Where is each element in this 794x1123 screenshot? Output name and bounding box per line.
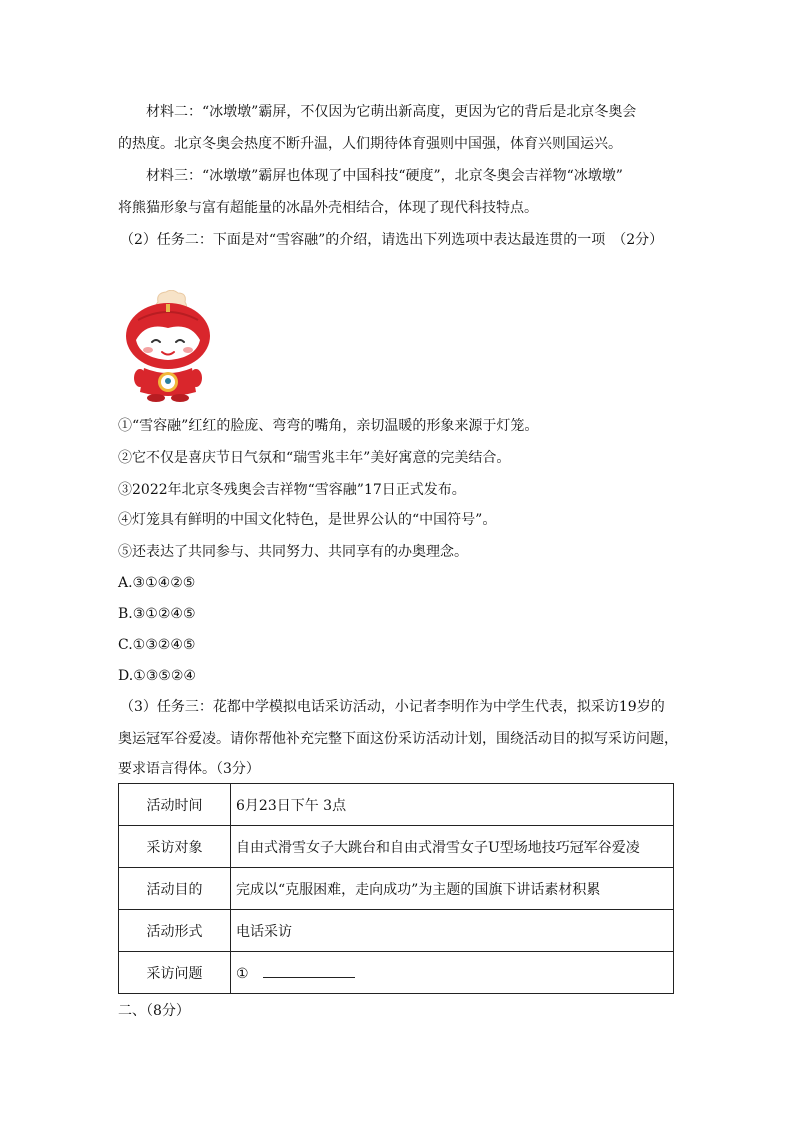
row-label: 活动形式 [119, 910, 231, 952]
task-3-line-2: 奥运冠军谷爱凌。请你帮他补充完整下面这份采访活动计划，围绕活动目的拟写采访问题， [118, 731, 678, 747]
sentence-2: ②它不仅是喜庆节日气氛和“瑞雪兆丰年”美好寓意的完美结合。 [118, 450, 511, 466]
row-value: 完成以“克服困难，走向成功”为主题的国旗下讲话素材积累 [231, 868, 674, 910]
task-3-line-1: （3）任务三：花都中学模拟电话采访活动，小记者李明作为中学生代表，拟采访19岁的 [120, 699, 665, 715]
sentence-1: ①“雪容融”红红的脸庞、弯弯的嘴角，亲切温暖的形象来源于灯笼。 [118, 418, 539, 434]
row-value: 6月23日下午 3点 [231, 784, 674, 826]
table-row [119, 868, 674, 910]
row-label: 活动目的 [119, 868, 231, 910]
option-a: A.③①④②⑤ [118, 575, 196, 591]
section-2-heading: 二、（8分） [118, 1003, 190, 1019]
table-row [119, 784, 674, 826]
mascot-image [118, 290, 218, 405]
material-2-line-2: 的热度。北京冬奥会热度不断升温，人们期待体育强则中国强，体育兴则国运兴。 [118, 136, 622, 152]
material-2-line-1: 材料二：“冰墩墩”霸屏，不仅因为它萌出新高度，更因为它的背后是北京冬奥会 [146, 104, 637, 120]
material-3-line-1: 材料三：“冰墩墩”霸屏也体现了中国科技“硬度”，北京冬奥会吉祥物“冰墩墩” [146, 168, 623, 184]
table-row [119, 952, 674, 994]
row-label: 采访问题 [119, 952, 231, 994]
row-value [231, 952, 674, 994]
material-3-line-2: 将熊猫形象与富有超能量的冰晶外壳相结合，体现了现代科技特点。 [118, 200, 538, 216]
question-number: ① [236, 966, 249, 982]
sentence-4: ④灯笼具有鲜明的中国文化特色，是世界公认的“中国符号”。 [118, 512, 497, 528]
task-3-line-3: 要求语言得体。（3分） [118, 761, 260, 777]
interview-plan-table [118, 783, 674, 994]
row-label: 采访对象 [119, 826, 231, 868]
sentence-3: ③2022年北京冬残奥会吉祥物“雪容融”17日正式发布。 [118, 482, 466, 498]
row-label: 活动时间 [119, 784, 231, 826]
sentence-5: ⑤还表达了共同参与、共同努力、共同享有的办奥理念。 [118, 544, 468, 560]
task-2-prompt: （2）任务二：下面是对“雪容融”的介绍，请选出下列选项中表达最连贯的一项 （2分） [120, 232, 664, 248]
row-value: 自由式滑雪女子大跳台和自由式滑雪女子U型场地技巧冠军谷爱凌 [231, 826, 674, 868]
table-row [119, 826, 674, 868]
answer-blank[interactable] [263, 963, 355, 978]
option-d: D.①③⑤②④ [118, 668, 196, 684]
row-value: 电话采访 [231, 910, 674, 952]
option-b: B.③①②④⑤ [118, 606, 196, 622]
table-row [119, 910, 674, 952]
option-c: C.①③②④⑤ [118, 637, 196, 653]
